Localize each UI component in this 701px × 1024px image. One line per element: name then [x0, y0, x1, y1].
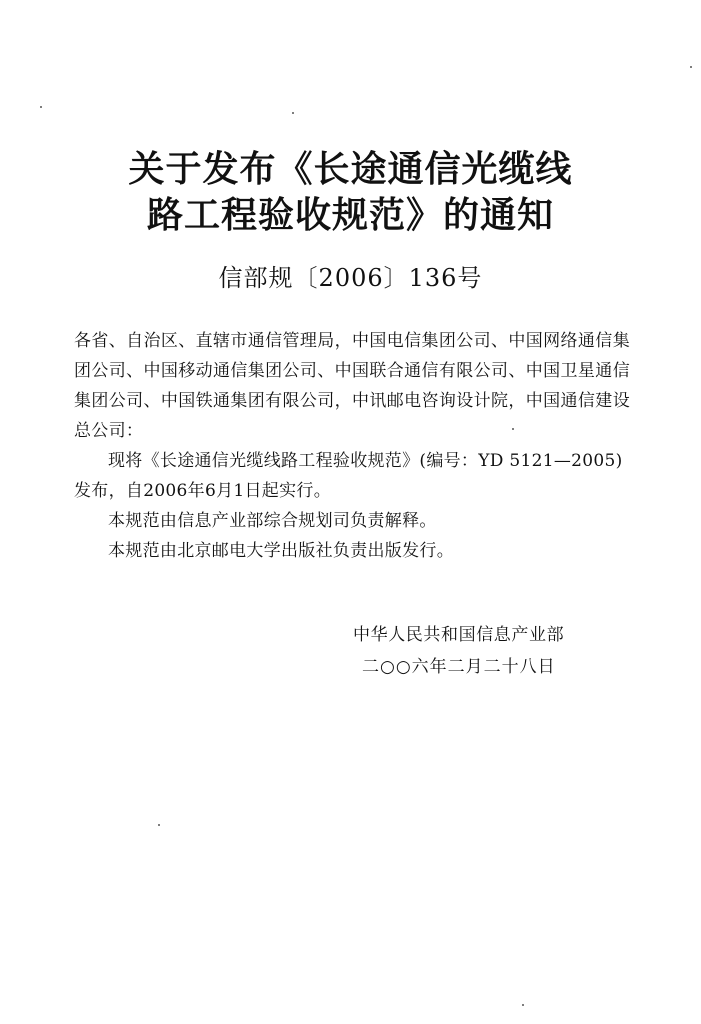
scan-speck [512, 428, 514, 430]
scan-speck [40, 106, 42, 108]
addressee-paragraph: 各省、自治区、直辖市通信管理局，中国电信集团公司、中国网络通信集团公司、中国移动通信集团公司、中国联合通信有限公司、中国卫星通信集团公司、中国铁通集团有限公司，中讯邮电咨询设计院，中国通信建设总公司： [74, 331, 630, 441]
notice-title-line-1: 关于发布《长途通信光缆线 [128, 149, 573, 190]
issue-date: 二○○六年二月二十八日 [362, 657, 556, 677]
scan-speck [292, 112, 294, 114]
notice-title-line-2: 路工程验收规范》的通知 [146, 195, 554, 236]
scan-speck [690, 66, 692, 68]
issuer-signature: 中华人民共和国信息产业部 [353, 625, 565, 645]
scan-speck [158, 824, 160, 826]
document-number: 信部规〔2006〕136号 [218, 264, 483, 292]
body-paragraph-interpretation: 本规范由信息产业部综合规划司负责解释。 [108, 511, 437, 531]
body-paragraph-release: 现将《长途通信光缆线路工程验收规范》(编号：YD 5121—2005)发布，自2006年6月1日起实行。 [74, 451, 623, 501]
scan-speck [522, 1004, 524, 1006]
body-paragraph-publishing: 本规范由北京邮电大学出版社负责出版发行。 [108, 541, 454, 561]
